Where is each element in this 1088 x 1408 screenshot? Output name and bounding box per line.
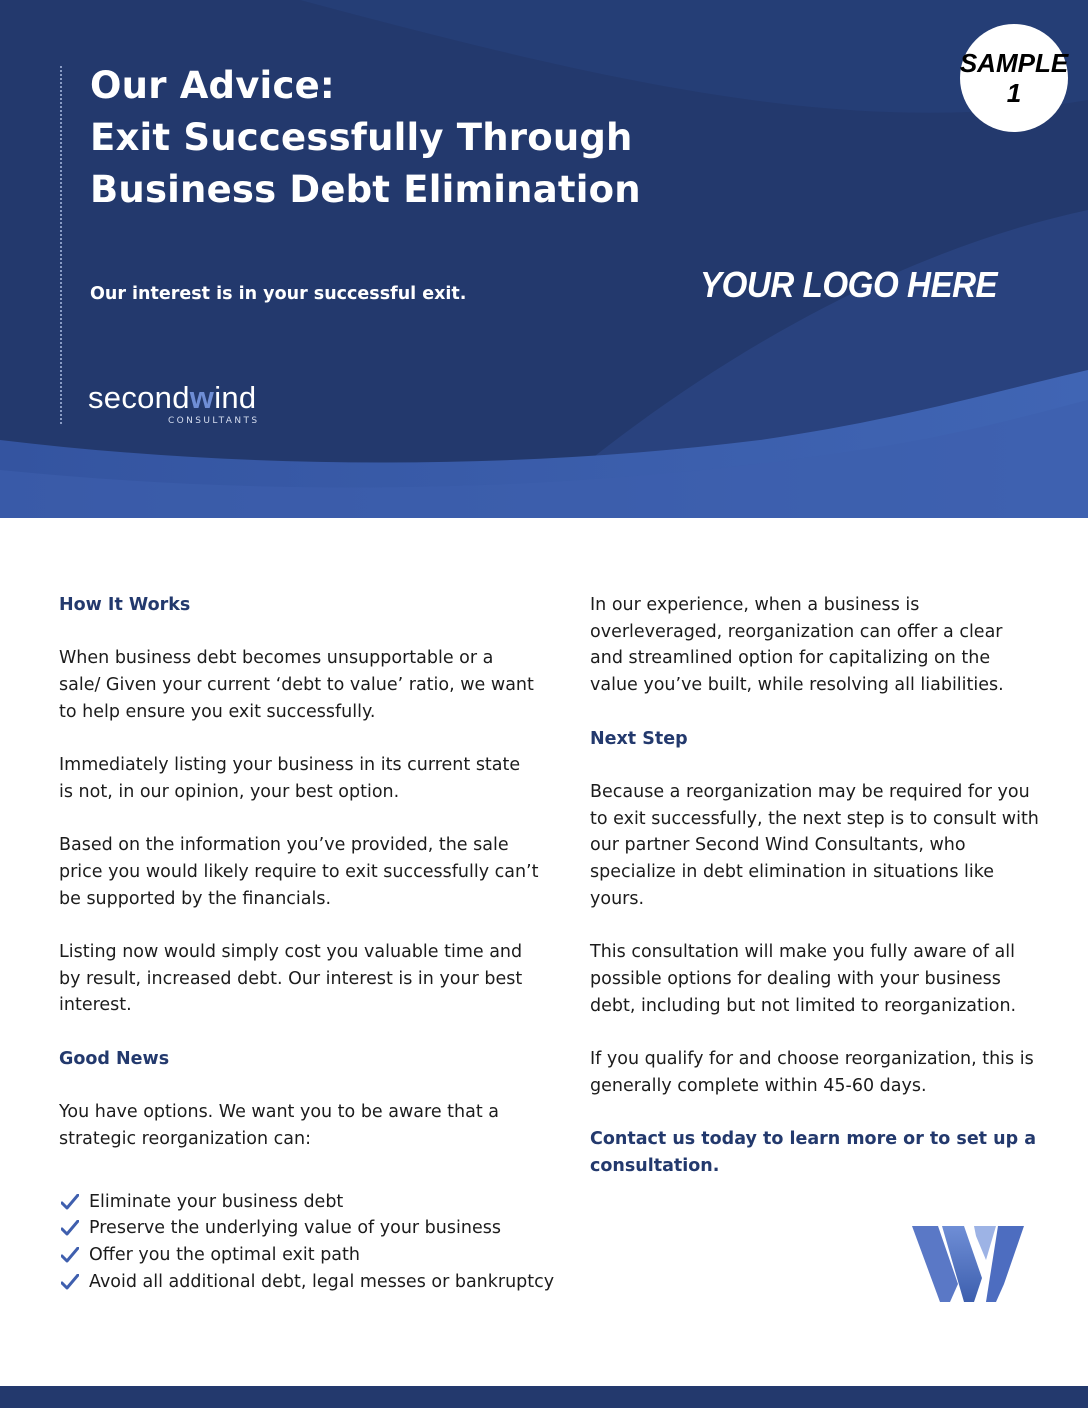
- page-title: [90, 60, 710, 216]
- brand-prefix: second: [88, 380, 190, 415]
- sample-badge: [960, 24, 1068, 132]
- list-item-text: Avoid all additional debt, legal messes or bankruptcy: [89, 1271, 555, 1292]
- check-icon: [61, 1247, 79, 1263]
- heading-good-news: Good News: [59, 1048, 170, 1069]
- title-line-3: Business Debt Elimination: [90, 168, 641, 211]
- heading-next-step: Next Step: [590, 728, 688, 749]
- paragraph: In our experience, when a business is overleveraged, reorganization can offer a clear and streamlined option for capitalizing on the value you’ve built, while resolving all liabilities.: [590, 595, 1004, 696]
- paragraph: Based on the information you’ve provided, the sale price you would likely require to exit successfully can’t be supported by the financials.: [59, 835, 539, 909]
- title-line-1: Our Advice:: [90, 64, 335, 107]
- brand-wordmark: [88, 380, 256, 416]
- list-item-text: Eliminate your business debt: [89, 1191, 344, 1212]
- check-icon: [61, 1274, 79, 1290]
- list-item: [59, 1189, 539, 1216]
- paragraph: Immediately listing your business in its current state is not, in our opinion, your best option.: [59, 755, 521, 802]
- paragraph: This consultation will make you fully aware of all possible options for dealing with your business debt, including but not limited to reorganization.: [590, 942, 1017, 1016]
- sample-badge-number: 1: [1006, 78, 1022, 108]
- header-banner: [0, 0, 1088, 518]
- logo-placeholder: YOUR LOGO HERE: [700, 264, 998, 305]
- list-item: [59, 1242, 539, 1269]
- right-column: [590, 592, 1040, 1179]
- footer-bar: [0, 1386, 1088, 1408]
- w-logo-icon: [912, 1226, 1026, 1304]
- list-item: [59, 1215, 539, 1242]
- brand-accent: w: [189, 380, 215, 415]
- benefits-list: [59, 1189, 555, 1296]
- dotted-divider: [60, 66, 62, 424]
- check-icon: [61, 1194, 79, 1210]
- brand-subtitle: CONSULTANTS: [168, 416, 260, 426]
- left-column: [59, 592, 555, 1295]
- paragraph: Because a reorganization may be required for you to exit successfully, the next step is to consult with our partner Second Wind Consultants, who specialize in debt elimination in situations like yours.: [590, 781, 1039, 909]
- tagline: Our interest is in your successful exit.: [90, 284, 467, 304]
- call-to-action: Contact us today to learn more or to set up a consultation.: [590, 1128, 1037, 1176]
- paragraph: When business debt becomes unsupportable or a sale/ Given your current ‘debt to value’ ratio, we want to help ensure you exit successfully.: [59, 648, 534, 722]
- paragraph: You have options. We want you to be aware that a strategic reorganization can:: [59, 1102, 499, 1149]
- list-item: [59, 1269, 555, 1296]
- heading-how-it-works: How It Works: [59, 595, 191, 615]
- sample-badge-label: SAMPLE: [959, 48, 1069, 78]
- check-icon: [61, 1220, 79, 1236]
- title-line-2: Exit Successfully Through: [90, 116, 633, 159]
- list-item-text: Offer you the optimal exit path: [89, 1245, 360, 1266]
- brand-suffix: ind: [214, 380, 257, 415]
- list-item-text: Preserve the underlying value of your business: [89, 1218, 501, 1239]
- paragraph: Listing now would simply cost you valuable time and by result, increased debt. Our interest is in your best interest.: [59, 942, 523, 1016]
- brand-logo: [88, 380, 260, 426]
- paragraph: If you qualify for and choose reorganization, this is generally complete within 45-60 days.: [590, 1048, 1034, 1096]
